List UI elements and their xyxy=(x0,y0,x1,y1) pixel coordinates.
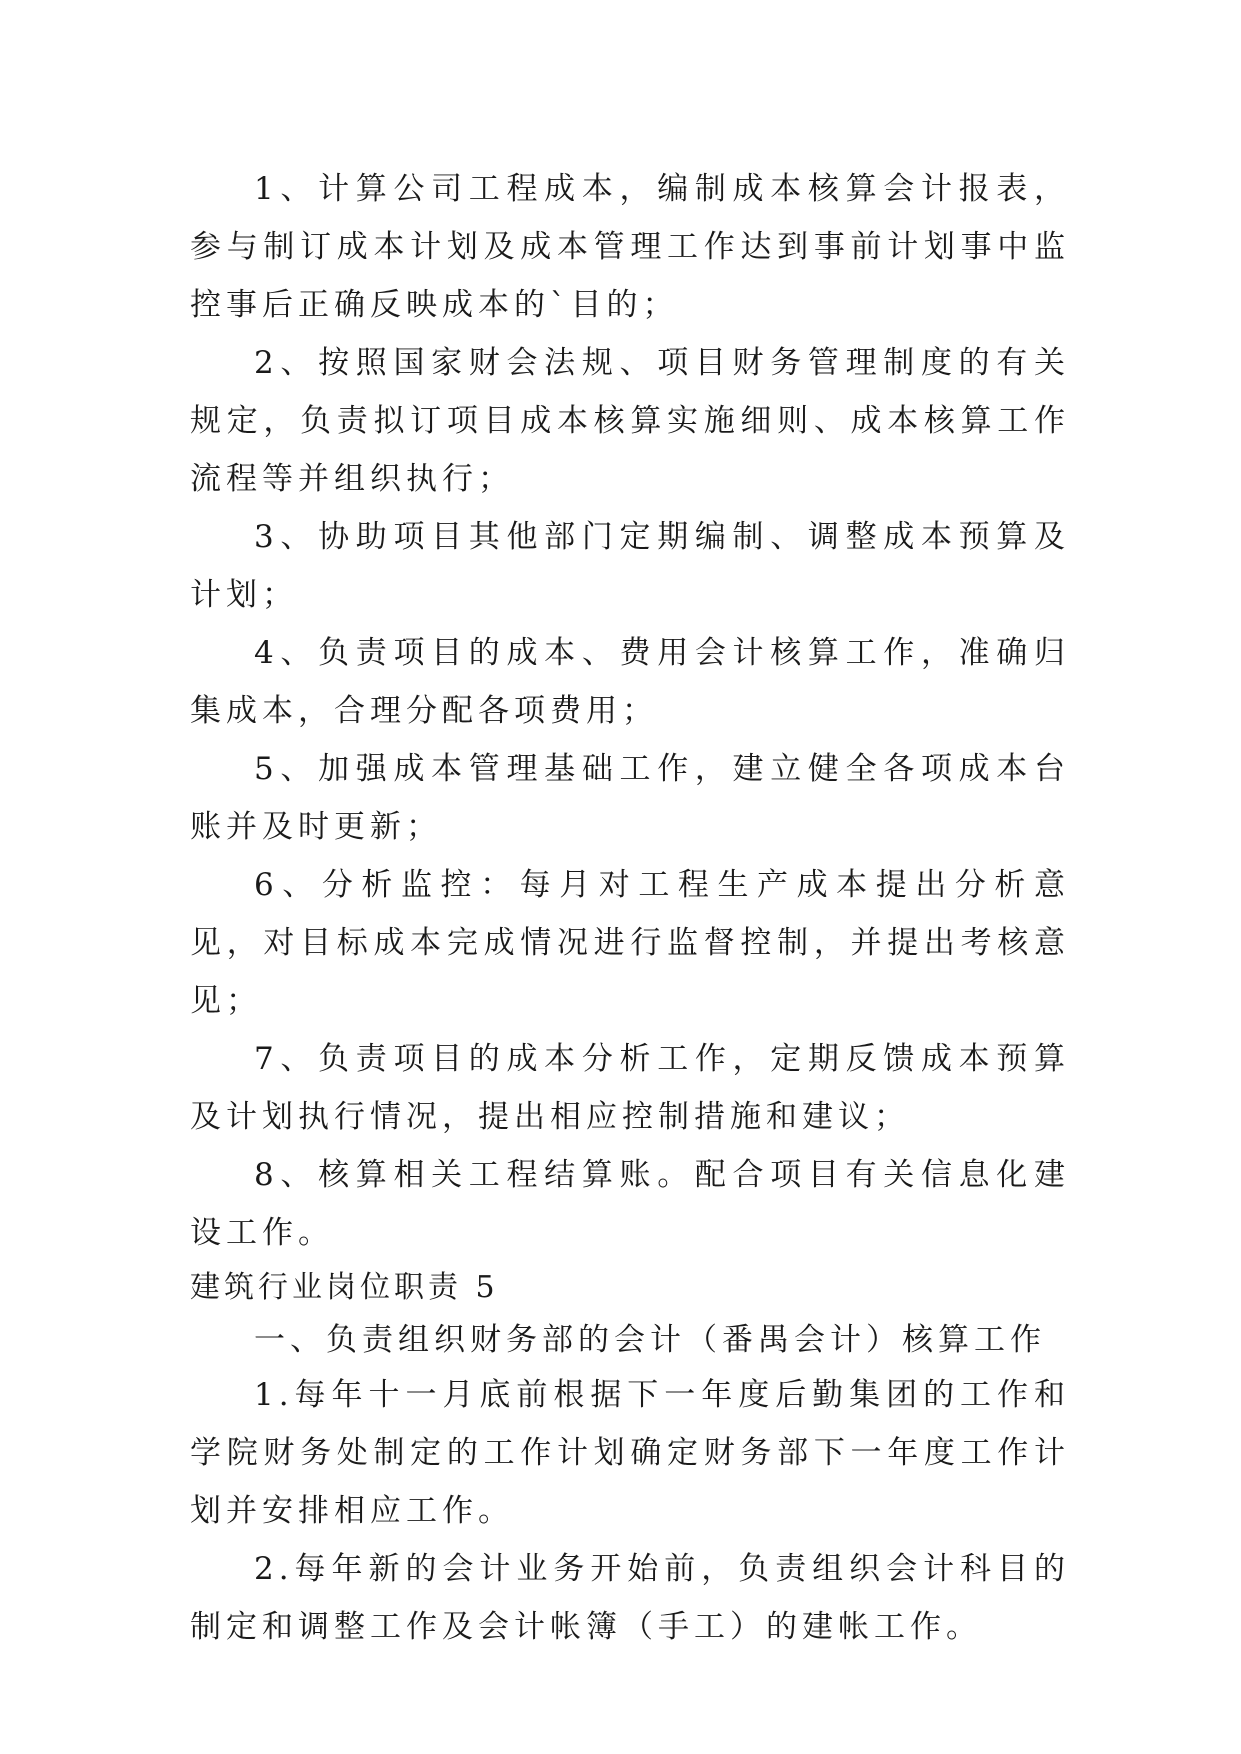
section-title: 建筑行业岗位职责 5 xyxy=(190,1270,499,1305)
paragraph-item-5: 5、加强成本管理基础工作，建立健全各项成本台账并及时更新； xyxy=(190,751,1070,845)
paragraph-item-3: 3、协助项目其他部门定期编制、调整成本预算及计划； xyxy=(190,519,1070,613)
document-body xyxy=(190,160,1070,1656)
section-subheading: 一、负责组织财务部的会计（番禺会计）核算工作 xyxy=(254,1322,1046,1358)
paragraph-item-2: 2、按照国家财会法规、项目财务管理制度的有关规定，负责拟订项目成本核算实施细则、成本核算工作流程等并组织执行； xyxy=(190,345,1070,497)
paragraph-item-1: 1、计算公司工程成本，编制成本核算会计报表，参与制订成本计划及成本管理工作达到事前计划事中监控事后正确反映成本的`目的； xyxy=(190,171,1070,323)
paragraph-duty-1: 1.每年十一月底前根据下一年度后勤集团的工作和学院财务处制定的工作计划确定财务部下一年度工作计划并安排相应工作。 xyxy=(190,1377,1070,1529)
paragraph-item-7: 7、负责项目的成本分析工作，定期反馈成本预算及计划执行情况，提出相应控制措施和建议； xyxy=(190,1041,1070,1135)
paragraph-item-6: 6、分析监控：每月对工程生产成本提出分析意见，对目标成本完成情况进行监督控制，并提出考核意见； xyxy=(190,867,1070,1019)
paragraph-item-4: 4、负责项目的成本、费用会计核算工作，准确归集成本，合理分配各项费用； xyxy=(190,635,1070,729)
paragraph-item-8: 8、核算相关工程结算账。配合项目有关信息化建设工作。 xyxy=(190,1157,1070,1251)
paragraph-duty-2: 2.每年新的会计业务开始前，负责组织会计科目的制定和调整工作及会计帐簿（手工）的建帐工作。 xyxy=(190,1551,1070,1645)
